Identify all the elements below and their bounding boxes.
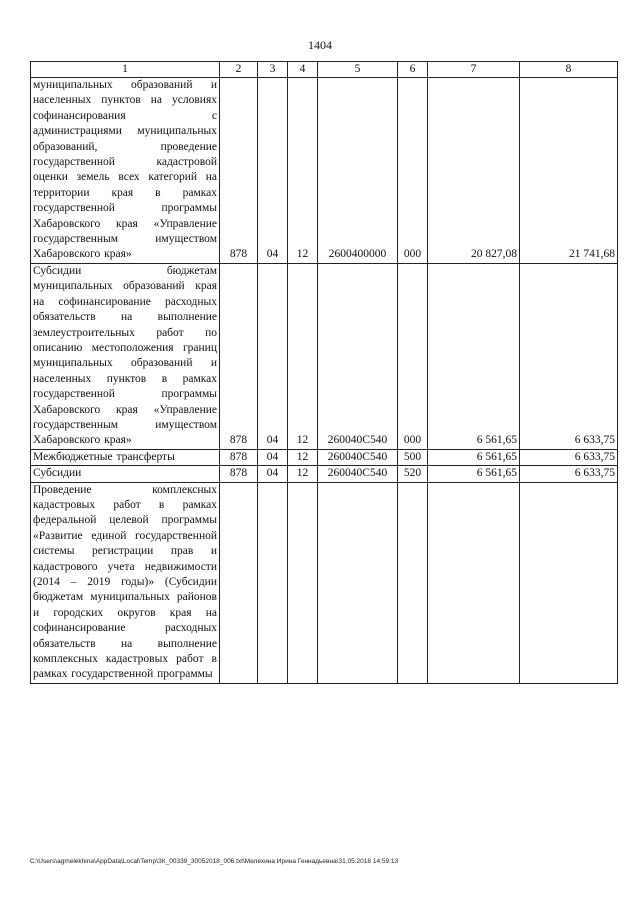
cell-section: 04: [258, 78, 288, 264]
column-header: 2: [220, 62, 258, 78]
cell-amount-year2: 6 633,75: [520, 466, 618, 482]
cell-expense-type: 520: [398, 466, 428, 482]
row-description: Проведение комплексных кадастровых работ в рамках федеральной целевой программы «Развитие единой государственной системы регистрации прав и кадастрового учета недвижимости (2014 – 2019 годы)» (Субсидии бюджетам муниципальных районов и городских округов края на софинансирование расходных обязательств на выполнение комплексных кадастровых работ в рамках государственной программы: [31, 482, 220, 683]
column-header: 3: [258, 62, 288, 78]
cell-amount-year1: 20 827,08: [428, 78, 520, 264]
column-header: 7: [428, 62, 520, 78]
column-header: 4: [288, 62, 318, 78]
cell-section: 04: [258, 466, 288, 482]
cell-amount-year2: [520, 482, 618, 683]
table-row: [31, 78, 618, 264]
budget-table: [30, 61, 618, 684]
cell-amount-year1: 6 561,65: [428, 466, 520, 482]
cell-amount-year2: 21 741,68: [520, 78, 618, 264]
table-row: [31, 449, 618, 465]
page-number: 1404: [308, 38, 332, 52]
table-row: [31, 466, 618, 482]
cell-expense-type: 000: [398, 263, 428, 449]
cell-amount-year1: [428, 482, 520, 683]
table-row: [31, 482, 618, 683]
cell-target-article: 260040С540: [318, 449, 398, 465]
table-row: [31, 263, 618, 449]
cell-subsection: 12: [288, 449, 318, 465]
cell-ministry-code: [220, 482, 258, 683]
cell-target-article: [318, 482, 398, 683]
cell-target-article: 2600400000: [318, 78, 398, 264]
row-description: муниципальных образований и населенных пунктов на условиях софинансирования с администрациями муниципальных образований, проведение государственной кадастровой оценки земель всех категорий на территории края в рамках государственной программы Хабаровского края «Управление государственным имуществом Хабаровского края»: [31, 78, 220, 264]
cell-amount-year1: 6 561,65: [428, 263, 520, 449]
cell-target-article: 260040С540: [318, 263, 398, 449]
document-footer-path: C:\Users\agmelekhina\AppData\Local\Temp\ЗК_00339_30052018_006.txt\Мелехина Ирина Геннадьевна\31.05.2018 14:59:13: [30, 858, 399, 865]
cell-expense-type: [398, 482, 428, 683]
cell-ministry-code: 878: [220, 466, 258, 482]
cell-expense-type: 500: [398, 449, 428, 465]
cell-amount-year1: 6 561,65: [428, 449, 520, 465]
cell-ministry-code: 878: [220, 78, 258, 264]
column-header: 1: [31, 62, 220, 78]
cell-amount-year2: 6 633,75: [520, 263, 618, 449]
cell-ministry-code: 878: [220, 449, 258, 465]
cell-expense-type: 000: [398, 78, 428, 264]
cell-subsection: 12: [288, 78, 318, 264]
cell-subsection: 12: [288, 466, 318, 482]
column-header: 8: [520, 62, 618, 78]
cell-subsection: 12: [288, 263, 318, 449]
row-description: Субсидии: [31, 466, 220, 482]
row-description: Межбюджетные трансферты: [31, 449, 220, 465]
cell-section: [258, 482, 288, 683]
cell-ministry-code: 878: [220, 263, 258, 449]
column-header: 6: [398, 62, 428, 78]
table-header-row: [31, 62, 618, 78]
cell-target-article: 260040С540: [318, 466, 398, 482]
row-description: Субсидии бюджетам муниципальных образований края на софинансирование расходных обязательств на выполнение землеустроительных работ по описанию местоположения границ муниципальных образований и населенных пунктов в рамках государственной программы Хабаровского края «Управление государственным имуществом Хабаровского края»: [31, 263, 220, 449]
cell-section: 04: [258, 263, 288, 449]
cell-subsection: [288, 482, 318, 683]
cell-amount-year2: 6 633,75: [520, 449, 618, 465]
column-header: 5: [318, 62, 398, 78]
cell-section: 04: [258, 449, 288, 465]
